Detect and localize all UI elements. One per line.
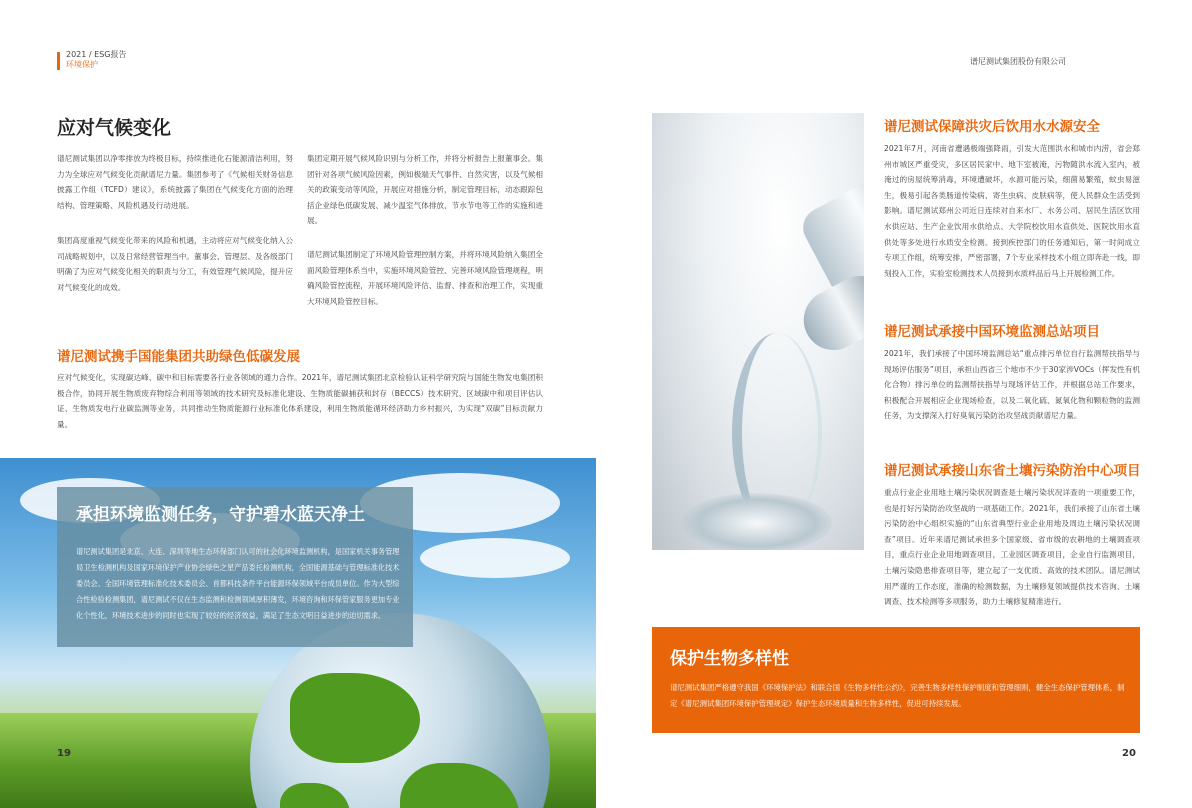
biodiversity-title: 保护生物多样性 xyxy=(670,649,789,669)
water-bottle-image xyxy=(652,113,864,550)
climate-paragraph-3: 集团定期开展气候风险识别与分析工作，并将分析报告上报董事会。集团针对各项气候风险因素，例如极端天气事件、自然灾害，以及气候相关的政策变动等风险，开展应对措施分析，制定管理目标，动态跟踪包括企业绿色低碳发展、减少温室气体排放、节水节电等工作的实施和进展。 xyxy=(307,154,543,226)
climate-paragraph-4: 谱尼测试集团制定了环境风险管理控制方案，并将环境风险纳入集团全面风险管理体系当中，实施环境风险管控、完善环境风险管理规程，明确风险管控流程，开展环境风险评估、监督、排查和治理工作，实现重大环境风险管控目标。 xyxy=(307,250,543,306)
station-paragraph: 2021年，我们承接了中国环境监测总站“重点排污单位自行监测帮扶指导与现场评估服务”项目，承担山西省三个地市不少于30家涉VOCs（挥发性有机化合物）排污单位的监测帮扶指导与现场评估工作，并根据总站工作要求，积极配合开展相应企业现场检查，以及二氧化硫、氮氧化物和颗粒物的监测任务，为支撑深入打好臭氧污染防治攻坚战贡献谱尼力量。 xyxy=(884,349,1140,421)
monitoring-paragraph: 谱尼测试集团是北京、大连、深圳等地生态环保部门认可的社会化环境监测机构，是国家机关事务管理局卫生检测机构及国家环境保护产业协会绿色之星产品委托检测机构，全国能源基础与管理标准化技术委员会、全国环境管理标准化技术委员会、首都科技条件平台能源环保领域平台成员单位。作为大型综合性检验检测集团，谱尼测试不仅在生态监测和检测领域厚积薄发，环境咨询和环保管家服务更加专业化个性化，环境技术进步的同时也实现了较好的经济效益，满足了生态文明日益进步的迫切需求。 xyxy=(76,547,400,620)
report-label: 2021 / ESG报告 xyxy=(66,50,127,59)
page-number-right: 20 xyxy=(1122,748,1136,759)
header-accent-bar xyxy=(57,52,60,70)
green-title: 谱尼测试携手国能集团共助绿色低碳发展 xyxy=(57,349,300,365)
climate-paragraph-2: 集团高度重视气候变化带来的风险和机遇，主动将应对气候变化纳入公司战略规划中，以及日常经营管理当中。董事会、管理层、及各级部门明确了为应对气候变化相关的职责与分工，有效管理气候风险，提升应对气候变化的成效。 xyxy=(57,236,293,292)
flood-paragraph: 2021年7月，河南省遭遇极端强降雨，引发大范围洪水和城市内涝，省会郑州市城区严重受灾，多区居民家中、地下室被淹，污物随洪水流入室内，被淹过的房屋统筹消毒，环境遭破坏，水源可能污染，细菌易繁殖，蚊虫易滋生，极易引起各类肠道传染病、寄生虫病、皮肤病等，使人民群众生活受到影响。谱尼测试郑州公司近日连续对自来水厂、水务公司、居民生活区饮用水供应站、生产企业饮用水供给点、大学院校饮用水直供处、医院饮用水直供处等多处进行水质安全检测。接到疾控部门的任务通知后，第一时间成立专项工作组，统筹安排，严密部署，7个专业采样技术小组立即奔赴一线，即刻投入工作，实验室检测技术人员接到水质样品后马上开展检测工作。 xyxy=(884,144,1140,278)
company-name: 谱尼测试集团股份有限公司 xyxy=(970,57,1066,66)
climate-paragraph-1: 谱尼测试集团以净零排放为终极目标，持续推进化石能源清洁利用，努力为全球应对气候变化贡献谱尼力量。集团参考了《气候相关财务信息披露工作组（TCFD）建议》，系统披露了集团在气候变化方面的治理结构、管理策略、风险机遇及行动进展。 xyxy=(57,154,293,210)
green-paragraph: 应对气候变化，实现碳达峰、碳中和目标需要各行业各领域的通力合作。2021年，谱尼测试集团北京检验认证科学研究院与国能生物发电集团积极合作，协同开展生物质废弃物综合利用等领域的技术研究及标准化建设、生物质能碳捕获和封存（BECCS）技术研究、区域碳中和项目评估认证、生物质发电行业碳监测等业务，共同推动生物质能源行业标准化体系建设，利用生物质能循环经济助力乡村振兴，为实现“双碳”目标贡献力量。 xyxy=(57,373,543,429)
climate-title: 应对气候变化 xyxy=(57,117,172,139)
station-title: 谱尼测试承接中国环境监测总站项目 xyxy=(884,324,1100,340)
soil-title: 谱尼测试承接山东省土壤污染防治中心项目 xyxy=(884,463,1141,479)
flood-title: 谱尼测试保障洪灾后饮用水水源安全 xyxy=(884,119,1100,135)
biodiversity-paragraph: 谱尼测试集团严格遵守我国《环境保护法》和联合国《生物多样性公约》，完善生物多样性保护制度和管理细则，健全生态保护管理体系，制定《谱尼测试集团环境保护管理规定》保护生态环境质量和生物多样性，促进可持续发展。 xyxy=(670,683,1125,708)
monitoring-title: 承担环境监测任务，守护碧水蓝天净土 xyxy=(76,505,365,525)
section-label: 环境保护 xyxy=(66,60,98,69)
soil-paragraph: 重点行业企业用地土壤污染状况调查是土壤污染状况详查的一项重要工作，也是打好污染防治攻坚战的一项基础工作。2021年，我们承接了山东省土壤污染防治中心组织实施的“山东省典型行业企业用地及周边土壤污染状况调查”项目。近年来谱尼测试承担多个国家级、省市级的农耕地的土壤调查项目，重点行业企业用地调查项目，工业园区调查项目，企业自行监测项目，土壤污染隐患排查项目等，建立起了一支优质、高效的技术团队。谱尼测试用严谨的工作态度，准确的检测数据，为土壤修复领域提供技术咨询、土壤调查、技术检测等多项服务，助力土壤修复精准进行。 xyxy=(884,488,1140,607)
page-number-left: 19 xyxy=(57,748,71,759)
